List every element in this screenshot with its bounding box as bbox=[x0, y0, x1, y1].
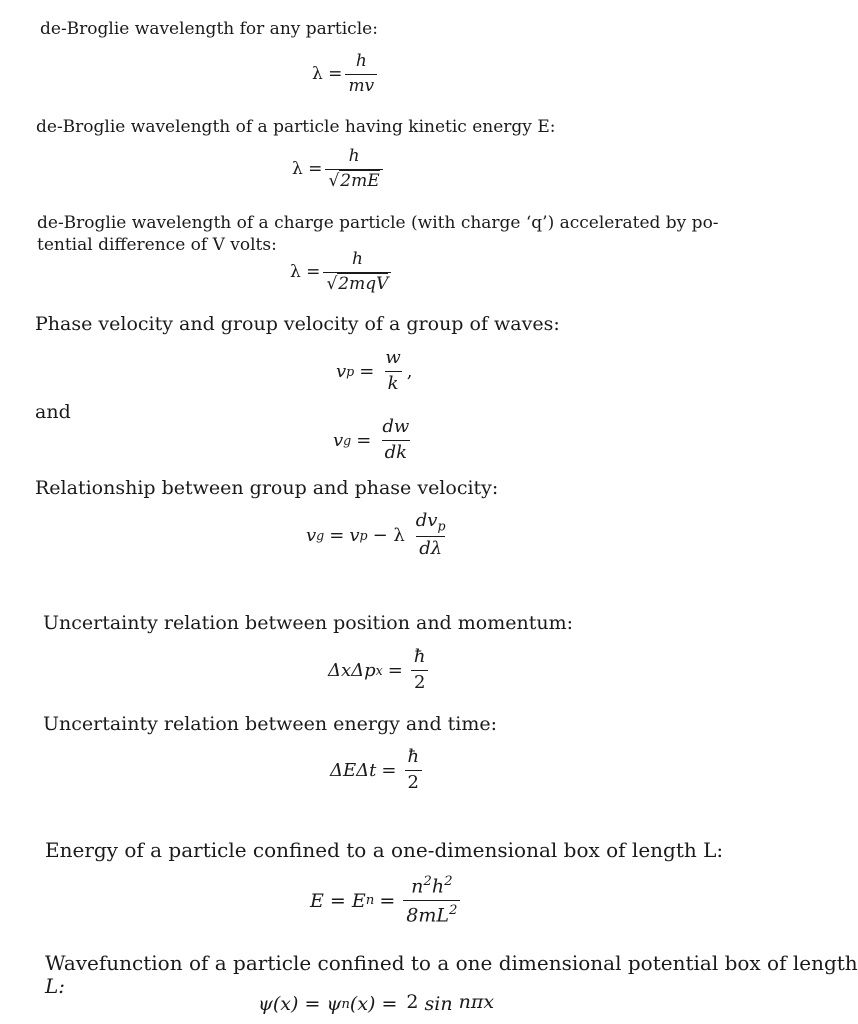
heading-phase-group-velocity: Phase velocity and group velocity of a group of waves: bbox=[35, 313, 560, 335]
eq5-denominator: dk bbox=[382, 440, 410, 463]
eq4-fraction bbox=[382, 349, 403, 394]
eq9-fraction bbox=[403, 875, 460, 927]
eq4-lhs: v bbox=[336, 360, 347, 382]
eq3-numerator: h bbox=[351, 249, 363, 269]
heading-debroglie-any: de-Broglie wavelength for any particle: bbox=[40, 19, 378, 39]
eq9-num-b: h bbox=[431, 875, 445, 898]
eq3-lhs: λ = bbox=[290, 262, 321, 283]
eq10-root-numerator: 2 bbox=[406, 991, 419, 1013]
heading-uncertainty-position-momentum: Uncertainty relation between position and momentum: bbox=[43, 612, 573, 634]
heading-particle-box-wavefunction-line1: Wavefunction of a particle confined to a one dimensional potential box of length bbox=[45, 951, 858, 975]
eq9-num-a: n bbox=[411, 875, 424, 898]
eq5-lhs: v bbox=[333, 429, 344, 451]
eq1-fraction bbox=[345, 53, 377, 96]
eq6-numerator bbox=[413, 512, 449, 536]
eq5-fraction bbox=[379, 418, 412, 463]
eq10-sin-fraction bbox=[456, 993, 497, 1016]
eq2-lhs: λ = bbox=[292, 159, 323, 180]
eq5-numerator: dw bbox=[382, 416, 410, 437]
equation-particle-box-wavefunction bbox=[258, 993, 500, 1016]
eq10-lhs-sub: n bbox=[341, 996, 350, 1012]
eq8-numerator: ħ bbox=[407, 746, 420, 767]
equation-debroglie-any bbox=[312, 53, 380, 96]
equation-group-velocity bbox=[333, 418, 415, 463]
eq4-trailing-comma: , bbox=[406, 360, 413, 382]
eq6-mid-sub: p bbox=[359, 527, 368, 543]
eq8-equals: = bbox=[381, 759, 397, 781]
eq2-radicand: 2mE bbox=[340, 170, 380, 191]
eq8-fraction bbox=[404, 748, 422, 793]
eq5-equals: = bbox=[356, 429, 372, 451]
equation-uncertainty-energy-time bbox=[330, 748, 425, 793]
equation-debroglie-charge bbox=[290, 251, 394, 294]
eq9-den-base: 8mL bbox=[406, 904, 449, 927]
eq3-fraction bbox=[323, 251, 391, 294]
eq2-numerator: h bbox=[348, 146, 360, 166]
eq3-root-sign: √ bbox=[326, 273, 338, 294]
eq3-radicand: 2mqV bbox=[338, 273, 389, 294]
eq4-denominator: k bbox=[385, 371, 402, 394]
eq2-root-sign: √ bbox=[328, 170, 340, 191]
eq7-equals: = bbox=[387, 659, 403, 681]
eq6-fraction bbox=[413, 512, 449, 559]
eq9-denominator bbox=[403, 900, 460, 926]
equation-phase-velocity bbox=[336, 349, 412, 394]
eq9-numerator bbox=[408, 875, 455, 900]
heading-particle-box-wavefunction-line2: L: bbox=[45, 974, 66, 998]
eq6-num-base: dv bbox=[415, 510, 438, 531]
eq1-denominator: mv bbox=[345, 74, 377, 96]
eq9-den-sup: 2 bbox=[448, 903, 458, 919]
and-connector: and bbox=[35, 401, 71, 423]
equation-group-phase-relation bbox=[306, 512, 452, 559]
eq9-equals: = bbox=[379, 889, 396, 912]
eq7-fraction bbox=[411, 648, 429, 693]
eq10-sin: sin bbox=[424, 993, 453, 1016]
eq10-lhs: ψ(x) = ψ bbox=[258, 993, 342, 1016]
eq6-minus-lambda: − λ bbox=[372, 524, 405, 546]
eq7-denominator: 2 bbox=[411, 670, 428, 693]
eq2-fraction bbox=[325, 148, 382, 191]
eq6-lhs: v bbox=[306, 524, 317, 546]
eq2-denominator bbox=[325, 169, 382, 191]
eq8-lhs: ΔEΔt bbox=[330, 759, 377, 781]
heading-debroglie-charge-line1: de-Broglie wavelength of a charge particle (with charge ‘q’) accelerated by po- bbox=[37, 213, 719, 233]
equation-uncertainty-position-momentum bbox=[328, 648, 431, 693]
eq9-lhs: E = E bbox=[310, 889, 366, 912]
heading-particle-box-energy: Energy of a particle confined to a one-dimensional box of length L: bbox=[45, 838, 724, 862]
eq6-mid: v bbox=[349, 524, 360, 546]
eq7-numerator: ħ bbox=[413, 646, 426, 667]
eq1-lhs: λ = bbox=[312, 64, 343, 85]
eq4-numerator: w bbox=[385, 347, 401, 368]
eq3-denominator bbox=[323, 272, 391, 294]
eq4-equals: = bbox=[359, 360, 375, 382]
equation-debroglie-kinetic bbox=[292, 148, 386, 191]
heading-debroglie-charge-line2: tential difference of V volts: bbox=[37, 235, 277, 255]
eq7-lhs-sub: x bbox=[375, 662, 383, 678]
heading-debroglie-kinetic: de-Broglie wavelength of a particle having kinetic energy E: bbox=[36, 117, 556, 137]
eq10-root-fraction bbox=[403, 993, 421, 1016]
eq6-denominator: dλ bbox=[416, 536, 445, 559]
eq9-num-a-sup: 2 bbox=[423, 874, 432, 889]
eq10-mid: (x) = bbox=[349, 993, 398, 1016]
eq7-lhs: ΔxΔp bbox=[328, 659, 376, 681]
eq9-num-b-sup: 2 bbox=[444, 874, 453, 889]
eq5-lhs-sub: g bbox=[343, 432, 352, 448]
eq4-lhs-sub: p bbox=[346, 363, 355, 379]
eq6-equals: = bbox=[329, 524, 345, 546]
heading-uncertainty-energy-time: Uncertainty relation between energy and time: bbox=[43, 713, 498, 735]
eq10-sin-numerator: nπx bbox=[458, 991, 495, 1013]
eq6-num-sub: p bbox=[437, 518, 446, 534]
heading-group-phase-relationship: Relationship between group and phase velocity: bbox=[35, 477, 499, 499]
eq8-denominator: 2 bbox=[405, 770, 422, 793]
eq6-lhs-sub: g bbox=[316, 527, 325, 543]
eq9-lhs-sub: n bbox=[365, 893, 375, 909]
eq1-numerator: h bbox=[355, 51, 367, 71]
equation-particle-box-energy bbox=[310, 875, 463, 927]
